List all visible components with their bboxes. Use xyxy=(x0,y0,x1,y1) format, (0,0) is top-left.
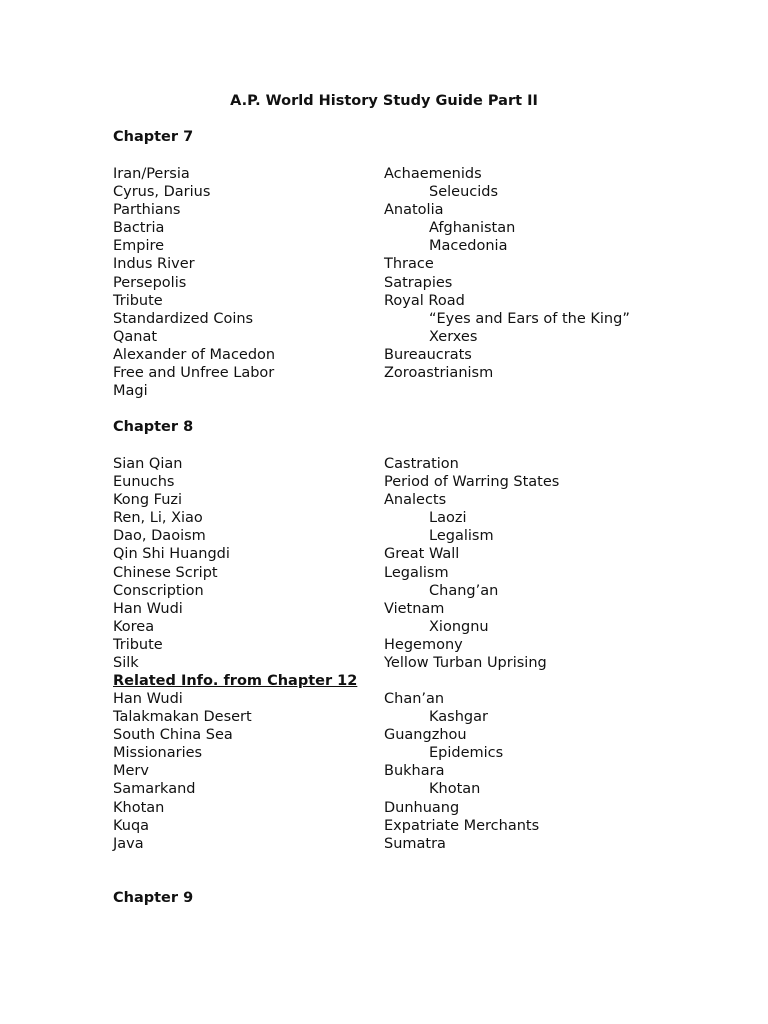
term-item: Chang’an xyxy=(429,582,499,599)
term-item: Han Wudi xyxy=(113,691,183,707)
term-item: Period of Warring States xyxy=(384,474,560,491)
term-item: Chan’an xyxy=(384,691,445,707)
term-item: Conscription xyxy=(113,582,204,599)
term-item: Dunhuang xyxy=(384,799,460,816)
term-item: Persepolis xyxy=(113,274,187,291)
term-item: Dao, Daoism xyxy=(113,528,206,545)
term-item: Achaemenids xyxy=(384,166,482,182)
term-item: Sian Qian xyxy=(113,456,183,472)
term-item: Ren, Li, Xiao xyxy=(113,510,203,527)
chapter-7-left-list xyxy=(113,165,275,400)
term-item: Talakmakan Desert xyxy=(113,709,252,726)
term-item: Guangzhou xyxy=(384,727,467,744)
chapter-7-right-list xyxy=(384,165,630,382)
term-item: Macedonia xyxy=(429,238,508,255)
term-item: Castration xyxy=(384,456,459,472)
term-item: Tribute xyxy=(113,636,163,653)
term-item: Standardized Coins xyxy=(113,310,254,327)
term-item: Sumatra xyxy=(384,835,446,852)
term-item: Tribute xyxy=(113,292,163,309)
document-title: A.P. World History Study Guide Part II xyxy=(230,93,538,109)
term-item: Han Wudi xyxy=(113,600,183,617)
term-item: Alexander of Macedon xyxy=(113,346,276,363)
term-item: Great Wall xyxy=(384,546,460,563)
term-item: Royal Road xyxy=(384,292,465,309)
term-item: Empire xyxy=(113,238,165,255)
term-item: Laozi xyxy=(429,510,467,527)
term-item: Parthians xyxy=(113,202,181,219)
term-item: Samarkand xyxy=(113,781,196,798)
chapter-7-heading: Chapter 7 xyxy=(113,129,194,145)
term-item: Chinese Script xyxy=(113,564,218,581)
term-item: Kong Fuzi xyxy=(113,492,183,509)
related-info-right-list xyxy=(384,690,539,853)
term-item: Bureaucrats xyxy=(384,346,472,363)
term-item: Qanat xyxy=(113,328,158,345)
term-item: Yellow Turban Uprising xyxy=(384,655,547,672)
term-item: Khotan xyxy=(113,799,165,816)
chapter-8-left-list xyxy=(113,455,230,672)
term-item: Indus River xyxy=(113,256,195,273)
term-item: Satrapies xyxy=(384,274,453,291)
term-item: Xiongnu xyxy=(429,618,489,635)
term-item: Xerxes xyxy=(429,328,478,345)
term-item: Anatolia xyxy=(384,202,444,219)
term-item: Afghanistan xyxy=(429,220,516,237)
term-item: Analects xyxy=(384,492,447,509)
term-item: Thrace xyxy=(384,256,434,273)
chapter-8-heading: Chapter 8 xyxy=(113,419,194,435)
term-item: Eunuchs xyxy=(113,474,175,491)
term-item: Epidemics xyxy=(429,745,504,762)
term-item: Khotan xyxy=(429,781,481,798)
term-item: Merv xyxy=(113,763,149,780)
term-item: Hegemony xyxy=(384,636,463,653)
term-item: Korea xyxy=(113,618,155,635)
term-item: Expatriate Merchants xyxy=(384,817,540,834)
term-item: Silk xyxy=(113,655,139,672)
chapter-8-right-list xyxy=(384,455,559,672)
term-item: South China Sea xyxy=(113,727,233,744)
term-item: Legalism xyxy=(384,564,449,581)
term-item: Qin Shi Huangdi xyxy=(113,546,230,563)
term-item: Magi xyxy=(113,383,148,400)
term-item: Cyrus, Darius xyxy=(113,184,211,201)
term-item: Zoroastrianism xyxy=(384,365,494,382)
term-item: Free and Unfree Labor xyxy=(113,365,275,382)
term-item: Legalism xyxy=(429,528,494,545)
chapter-9-heading: Chapter 9 xyxy=(113,890,194,906)
related-info-heading: Related Info. from Chapter 12 xyxy=(113,673,358,689)
term-item: Iran/Persia xyxy=(113,166,190,182)
term-item: Kashgar xyxy=(429,709,488,726)
term-item: “Eyes and Ears of the King” xyxy=(429,310,630,327)
term-item: Kuqa xyxy=(113,817,150,834)
term-item: Bukhara xyxy=(384,763,445,780)
term-item: Missionaries xyxy=(113,745,203,762)
related-info-left-list xyxy=(113,690,252,853)
term-item: Seleucids xyxy=(429,184,499,201)
term-item: Java xyxy=(113,835,144,852)
term-item: Bactria xyxy=(113,220,165,237)
term-item: Vietnam xyxy=(384,600,445,617)
